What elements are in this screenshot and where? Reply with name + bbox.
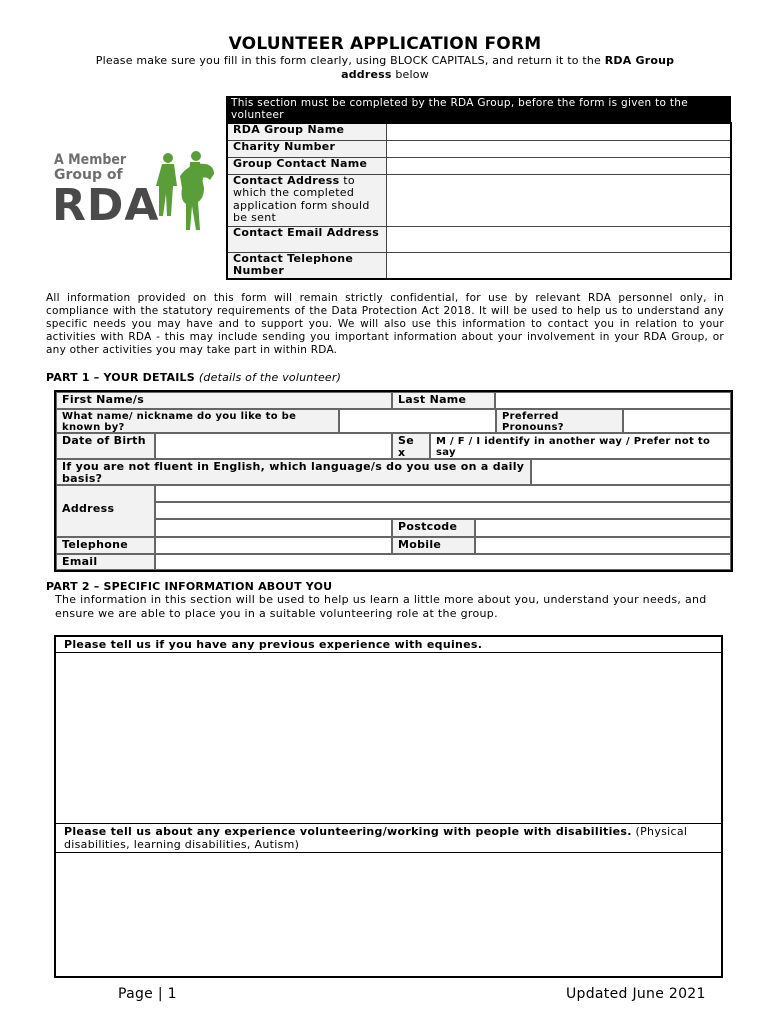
disability-experience-field[interactable] — [56, 853, 721, 977]
postcode-field[interactable] — [475, 519, 731, 537]
telephone-label: Telephone — [56, 537, 155, 554]
sex-options[interactable]: M / F / I identify in another way / Prefer not to say — [430, 433, 731, 459]
email-label: Email — [56, 554, 155, 570]
group-contact-name-field[interactable] — [387, 157, 732, 174]
dob-label: Date of Birth — [56, 433, 155, 459]
mobile-label: Mobile — [392, 537, 475, 554]
part1-title: PART 1 – YOUR DETAILS — [46, 371, 195, 384]
address-label: Address — [56, 485, 155, 537]
logo-line1: A Member — [54, 152, 127, 168]
field-label: Group Contact Name — [233, 156, 368, 170]
pronouns-field[interactable] — [623, 409, 731, 433]
mobile-field[interactable] — [475, 537, 731, 554]
part2-intro: The information in this section will be used to help us learn a little more about you, understand your needs, and ensure we are able to place you in a suitable volunteering role at the group. — [55, 593, 707, 620]
contact-telephone-label — [227, 252, 387, 279]
contact-telephone-field[interactable] — [387, 252, 732, 279]
charity-number-label — [227, 140, 387, 157]
language-label: If you are not fluent in English, which language/s do you use on a daily basis? — [56, 459, 531, 485]
question-text: Please tell us about any experience volunteering/working with people with disabilities. — [64, 825, 632, 838]
rda-logo — [50, 148, 220, 238]
group-contact-name-label — [227, 157, 387, 174]
nickname-label: What name/ nickname do you like to be known by? — [56, 409, 339, 433]
postcode-label: Postcode — [392, 519, 475, 537]
logo-line2: Group of — [54, 167, 123, 183]
experience-questions-box — [54, 635, 723, 978]
part2-heading: PART 2 – SPECIFIC INFORMATION ABOUT YOU — [46, 580, 333, 593]
subtitle-end: below — [391, 68, 429, 81]
form-title: VOLUNTEER APPLICATION FORM — [228, 34, 542, 54]
pronouns-label: Preferred Pronouns? — [496, 409, 623, 433]
rda-group-name-label — [227, 123, 387, 140]
rda-group-name-field[interactable] — [387, 123, 732, 140]
dob-field[interactable] — [155, 433, 392, 459]
email-field[interactable] — [155, 554, 731, 570]
rda-group-table — [226, 122, 732, 280]
subtitle-text: Please make sure you fill in this form clearly, using BLOCK CAPITALS, and return it to the — [95, 54, 605, 67]
field-label: RDA Group Name — [233, 123, 345, 136]
contact-address-label — [227, 174, 387, 226]
subtitle-bold: RDA Group address — [341, 54, 675, 81]
language-field[interactable] — [531, 459, 731, 485]
contact-email-field[interactable] — [387, 226, 732, 252]
address-line1-field[interactable] — [155, 485, 731, 502]
equine-experience-field[interactable] — [56, 653, 721, 824]
rda-section-heading: This section must be completed by the RDA Group, before the form is given to the volunteer — [226, 96, 731, 122]
volunteer-details-grid — [54, 390, 733, 572]
field-label: Contact Telephone Number — [233, 251, 354, 277]
last-name-field[interactable] — [495, 392, 731, 409]
field-label-extra: to which the completed application form should be sent — [233, 173, 370, 224]
updated-date: Updated June 2021 — [566, 986, 706, 1002]
field-label: Contact Email Address — [233, 225, 380, 239]
sex-label: Se x — [392, 433, 430, 459]
field-label: Charity Number — [233, 139, 336, 153]
contact-email-label — [227, 226, 387, 252]
contact-address-field[interactable] — [387, 174, 732, 226]
nickname-field[interactable] — [339, 409, 496, 433]
part1-note: (details of the volunteer) — [198, 371, 342, 384]
horse-riders-icon — [150, 150, 216, 236]
page-number: Page | 1 — [118, 986, 177, 1002]
charity-number-field[interactable] — [387, 140, 732, 157]
first-name-label: First Name/s — [56, 392, 392, 409]
address-line2-field[interactable] — [155, 502, 731, 519]
part1-heading — [46, 371, 341, 384]
logo-brand: RDA — [52, 180, 160, 231]
disability-experience-question — [56, 824, 721, 853]
last-name-label: Last Name — [392, 392, 495, 409]
form-subtitle — [70, 54, 700, 82]
question-note: (Physical disabilities, learning disabilities, Autism) — [64, 825, 688, 851]
field-label: Contact Address — [233, 173, 340, 187]
telephone-field[interactable] — [155, 537, 392, 554]
privacy-notice: All information provided on this form will remain strictly confidential, for use by relevant RDA personnel only, in compliance with the statutory requirements of the Data Protection Act 2018. It will be used to help us to understand any specific needs you may have and to support you. We will also use this information to contact you in relation to your activities with RDA - this may include sending you important information about your involvement in your RDA Group, or any other activities you may take part in within RDA. — [46, 292, 724, 356]
address-line3-field[interactable] — [155, 519, 392, 537]
equine-experience-question: Please tell us if you have any previous experience with equines. — [56, 637, 721, 653]
